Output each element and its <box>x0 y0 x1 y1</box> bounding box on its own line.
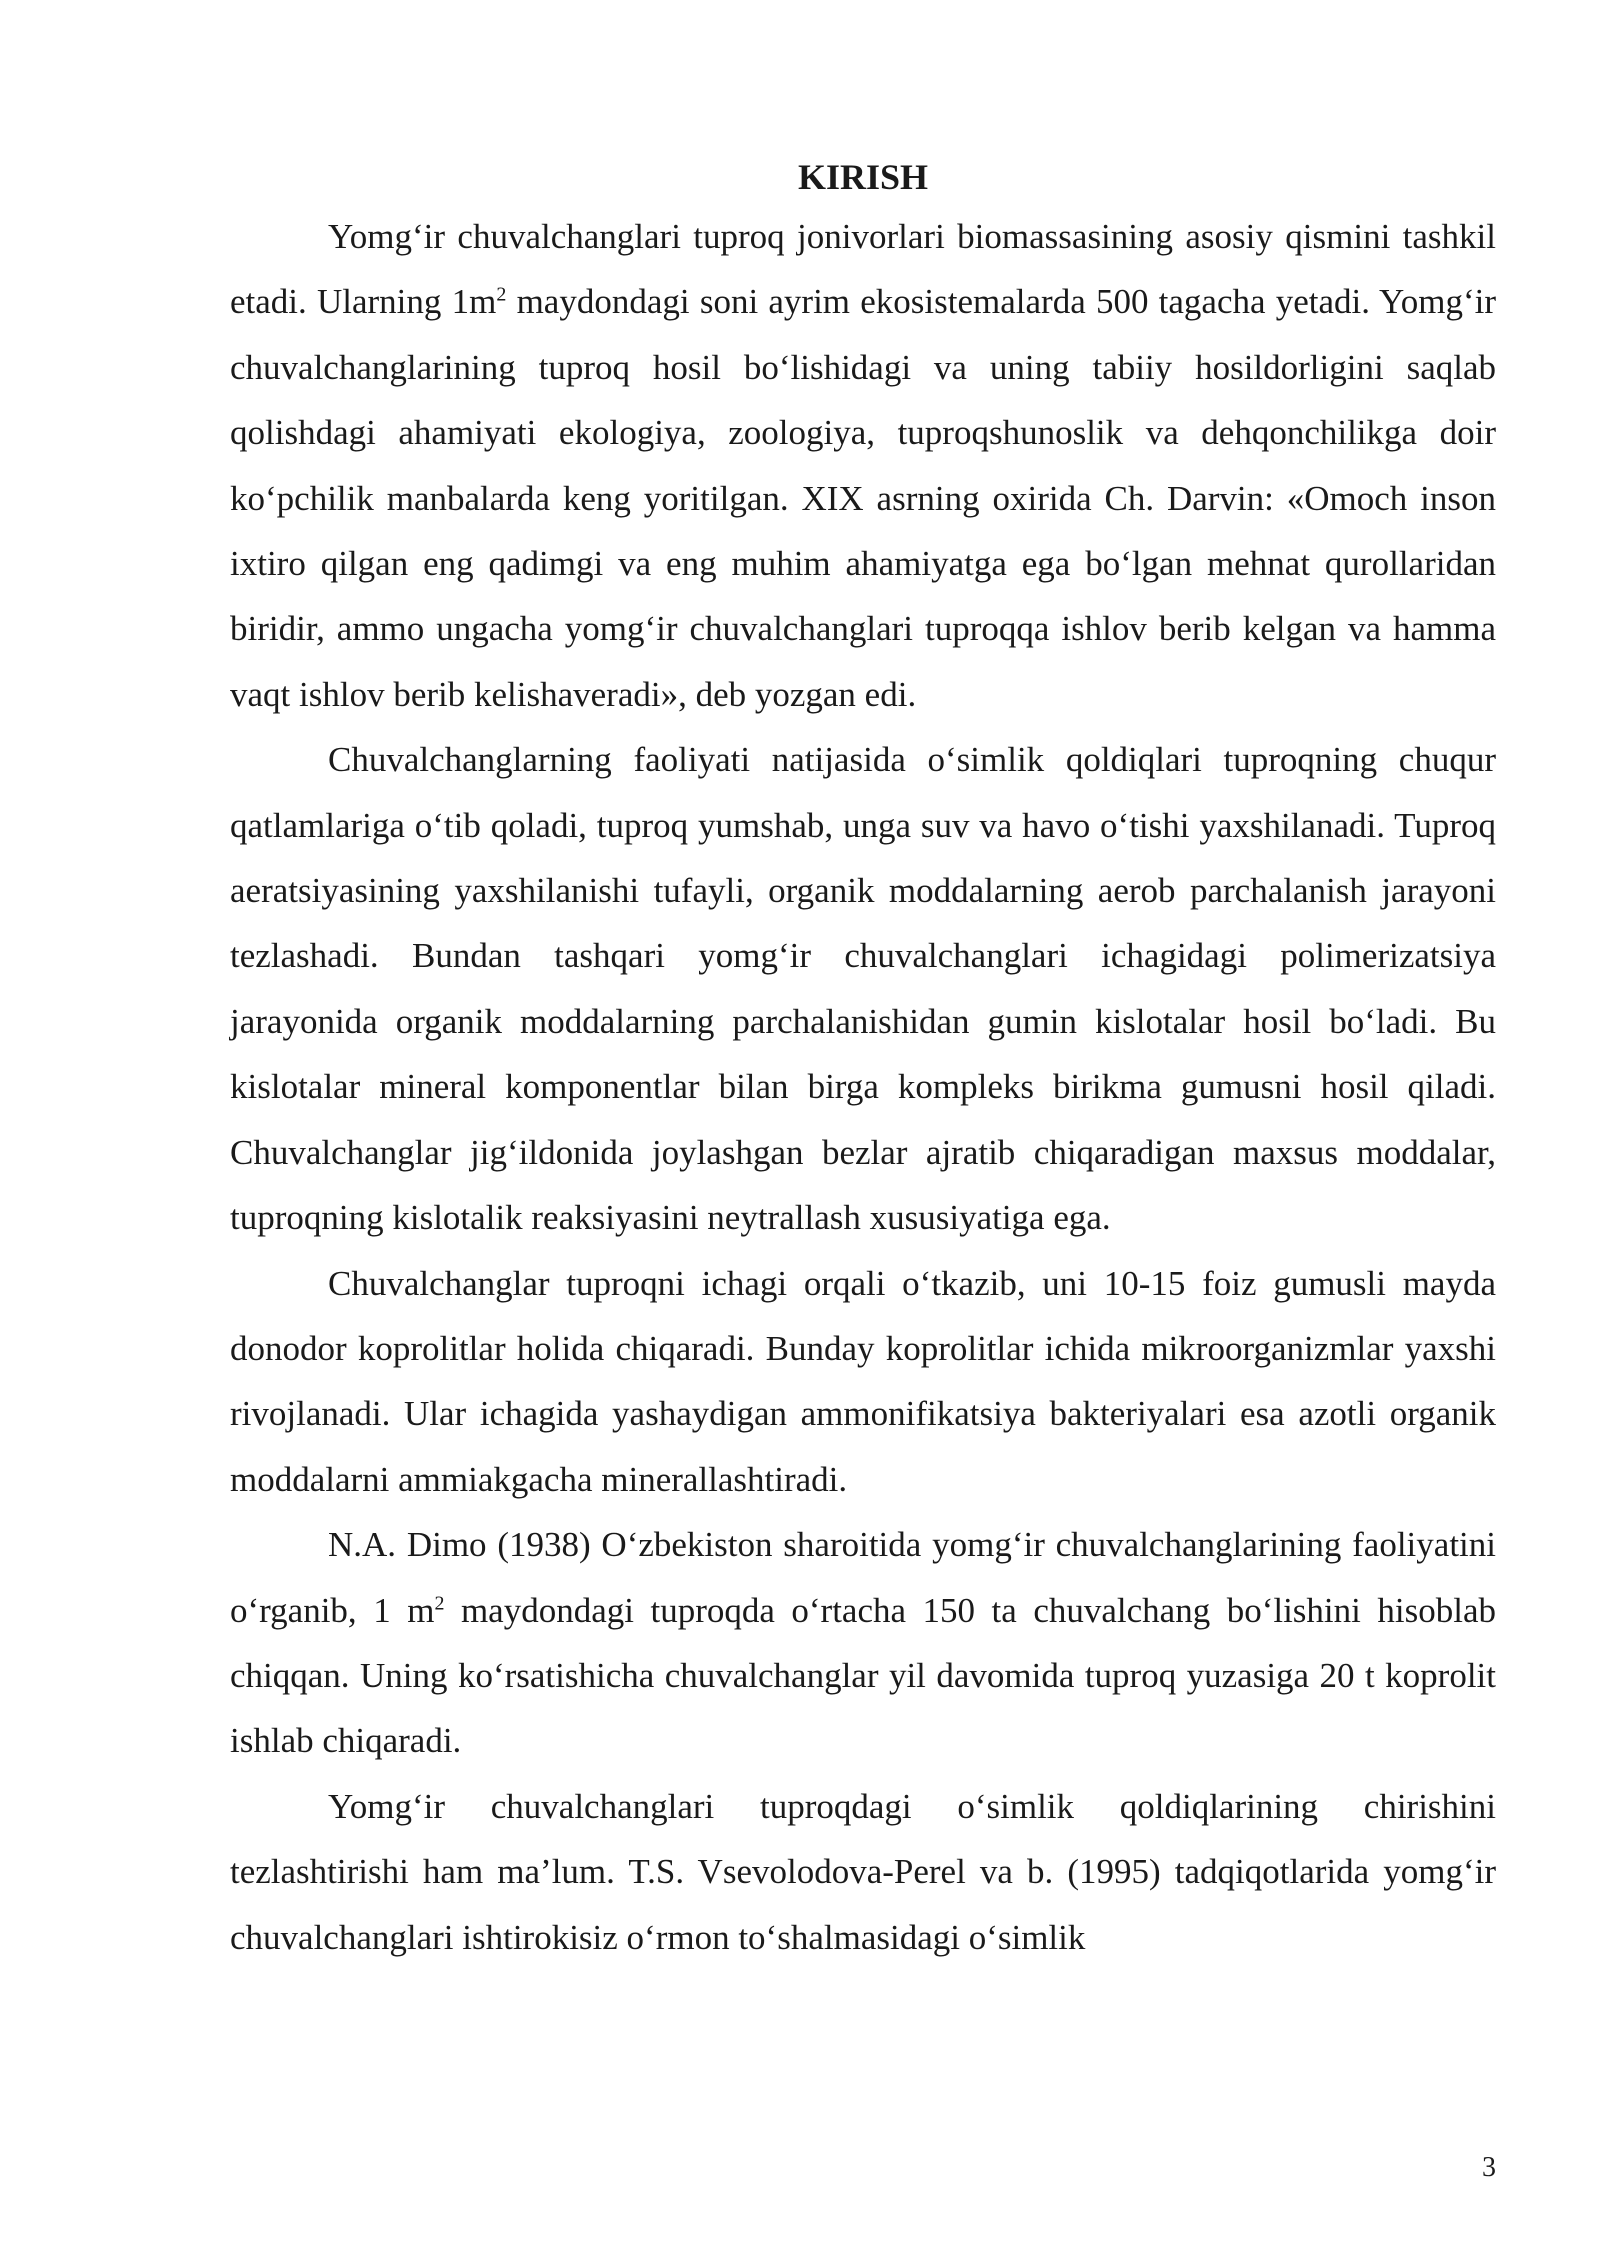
document-body <box>230 204 1496 1970</box>
paragraph-1-text-a: Yomg‘ir chuvalchanglari tuproq jonivorlari biomassasining asosiy qismini tashkil etadi. Ularning 1m <box>230 217 1496 322</box>
document-page <box>230 150 1496 1970</box>
paragraph-3-text: Chuvalchanglar tuproqni ichagi orqali o‘tkazib, uni 10-15 foiz gumusli mayda donodor koprolitlar holida chiqaradi. Bunday koprolitlar ichida mikroorganizmlar yaxshi rivojlanadi. Ular ichagida yashaydigan ammonifikatsiya bakteriyalari esa azotli organik moddalarni ammiakgacha minerallashtiradi. <box>230 1263 1496 1499</box>
section-title: KIRISH <box>797 157 929 197</box>
paragraph-4 <box>230 1512 1496 1774</box>
paragraph-5-text: Yomg‘ir chuvalchanglari tuproqdagi o‘simlik qoldiqlarining chirishini tezlashtirishi ham ma’lum. T.S. Vsevolodova-Perel va b. (1995) tadqiqotlarida yomg‘ir chuvalchanglari ishtirokisiz o‘rmon to‘shalmasidagi o‘simlik <box>230 1786 1496 1957</box>
page-number: 3 <box>1482 2152 1496 2183</box>
superscript-squared: 2 <box>496 283 507 306</box>
paragraph-4-text-a: N.A. Dimo (1938) O‘zbekiston sharoitida yomg‘ir chuvalchanglarining faoliyatini o‘rganib, 1 m <box>230 1525 1496 1630</box>
paragraph-3 <box>230 1251 1496 1513</box>
paragraph-4-text-b: maydondagi tuproqda o‘rtacha 150 ta chuvalchang bo‘lishini hisoblab chiqqan. Uning ko‘rsatishicha chuvalchanglar yil davomida tuproq yuzasiga 20 t koprolit ishlab chiqaradi. <box>230 1590 1496 1761</box>
paragraph-1-text-b: maydondagi soni ayrim ekosistemalarda 500 tagacha yetadi. Yomg‘ir chuvalchanglarining tuproq hosil bo‘lishidagi va uning tabiiy hosildorligini saqlab qolishdagi ahamiyati ekologiya, zoologiya, tuproqshunoslik va dehqonchilikga doir ko‘pchilik manbalarda keng yoritilgan. XIX asrning oxirida Ch. Darvin: «Omoch inson ixtiro qilgan eng qadimgi va eng muhim ahamiyatga ega bo‘lgan mehnat qurollaridan biridir, ammo ungacha yomg‘ir chuvalchanglari tuproqqa ishlov berib kelgan va hamma vaqt ishlov berib kelishaveradi», deb yozgan edi. <box>230 282 1496 714</box>
paragraph-2-text: Chuvalchanglarning faoliyati natijasida o‘simlik qoldiqlari tuproqning chuqur qatlamlariga o‘tib qoladi, tuproq yumshab, unga suv va havo o‘tishi yaxshilanadi. Tuproq aeratsiyasining yaxshilanishi tufayli, organik moddalarning aerob parchalanish jarayoni tezlashadi. Bundan tashqari yomg‘ir chuvalchanglari ichagidagi polimerizatsiya jarayonida organik moddalarning parchalanishidan gumin kislotalar hosil bo‘ladi. Bu kislotalar mineral komponentlar bilan birga kompleks birikma gumusni hosil qiladi. Chuvalchanglar jig‘ildonida joylashgan bezlar ajratib chiqaradigan maxsus moddalar, tuproqning kislotalik reaksiyasini neytrallash xususiyatiga ega. <box>230 740 1496 1238</box>
paragraph-1 <box>230 204 1496 727</box>
superscript-squared: 2 <box>434 1591 445 1614</box>
paragraph-2 <box>230 727 1496 1250</box>
paragraph-5 <box>230 1774 1496 1970</box>
